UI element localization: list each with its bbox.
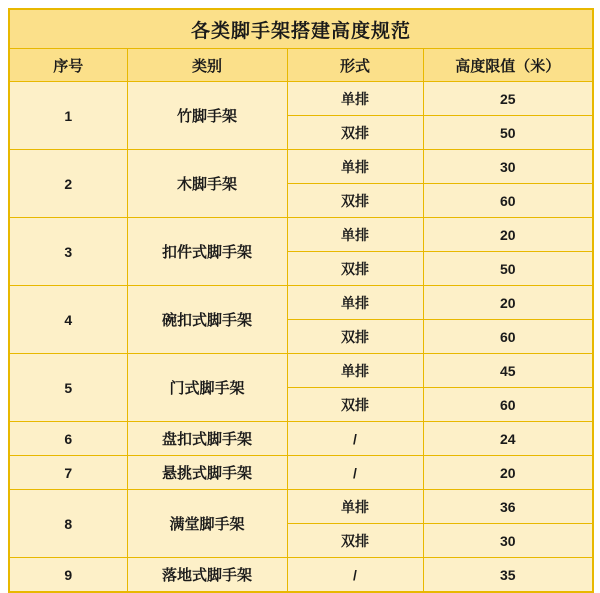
row-limit: 60 <box>423 184 593 218</box>
table-row <box>9 456 593 490</box>
row-limit: 24 <box>423 422 593 456</box>
column-header-form: 形式 <box>287 49 423 82</box>
row-limit: 45 <box>423 354 593 388</box>
table-row <box>9 218 593 252</box>
header-row <box>9 49 593 82</box>
row-limit: 20 <box>423 218 593 252</box>
row-form: 双排 <box>287 320 423 354</box>
scaffold-height-spec-table <box>8 8 594 593</box>
row-category: 满堂脚手架 <box>127 490 287 558</box>
row-category: 落地式脚手架 <box>127 558 287 593</box>
row-form: 单排 <box>287 286 423 320</box>
row-no: 6 <box>9 422 127 456</box>
row-limit: 60 <box>423 388 593 422</box>
row-no: 2 <box>9 150 127 218</box>
row-category: 碗扣式脚手架 <box>127 286 287 354</box>
row-form: 单排 <box>287 490 423 524</box>
row-category: 扣件式脚手架 <box>127 218 287 286</box>
row-category: 门式脚手架 <box>127 354 287 422</box>
row-form: 双排 <box>287 388 423 422</box>
row-no: 3 <box>9 218 127 286</box>
row-form: 双排 <box>287 116 423 150</box>
row-limit: 36 <box>423 490 593 524</box>
row-limit: 60 <box>423 320 593 354</box>
row-limit: 50 <box>423 116 593 150</box>
row-no: 1 <box>9 82 127 150</box>
row-no: 9 <box>9 558 127 593</box>
row-form: 双排 <box>287 252 423 286</box>
title-row <box>9 9 593 49</box>
column-header-category: 类别 <box>127 49 287 82</box>
row-limit: 30 <box>423 150 593 184</box>
table-row <box>9 286 593 320</box>
page-title: 各类脚手架搭建高度规范 <box>9 9 593 49</box>
row-no: 8 <box>9 490 127 558</box>
row-category: 悬挑式脚手架 <box>127 456 287 490</box>
row-limit: 50 <box>423 252 593 286</box>
column-header-height-limit: 高度限值（米） <box>423 49 593 82</box>
row-limit: 35 <box>423 558 593 593</box>
row-limit: 25 <box>423 82 593 116</box>
row-category: 木脚手架 <box>127 150 287 218</box>
row-limit: 30 <box>423 524 593 558</box>
row-form: 单排 <box>287 354 423 388</box>
row-form: / <box>287 456 423 490</box>
row-form: 双排 <box>287 524 423 558</box>
row-form: / <box>287 422 423 456</box>
table-row <box>9 490 593 524</box>
row-form: 单排 <box>287 150 423 184</box>
row-form: 双排 <box>287 184 423 218</box>
row-no: 4 <box>9 286 127 354</box>
row-no: 5 <box>9 354 127 422</box>
table-row <box>9 354 593 388</box>
row-form: 单排 <box>287 82 423 116</box>
table-row <box>9 558 593 593</box>
table-row <box>9 422 593 456</box>
table-row <box>9 150 593 184</box>
row-category: 竹脚手架 <box>127 82 287 150</box>
table-row <box>9 82 593 116</box>
row-no: 7 <box>9 456 127 490</box>
row-form: 单排 <box>287 218 423 252</box>
row-form: / <box>287 558 423 593</box>
row-category: 盘扣式脚手架 <box>127 422 287 456</box>
table-body <box>9 9 593 592</box>
row-limit: 20 <box>423 286 593 320</box>
column-header-no: 序号 <box>9 49 127 82</box>
row-limit: 20 <box>423 456 593 490</box>
